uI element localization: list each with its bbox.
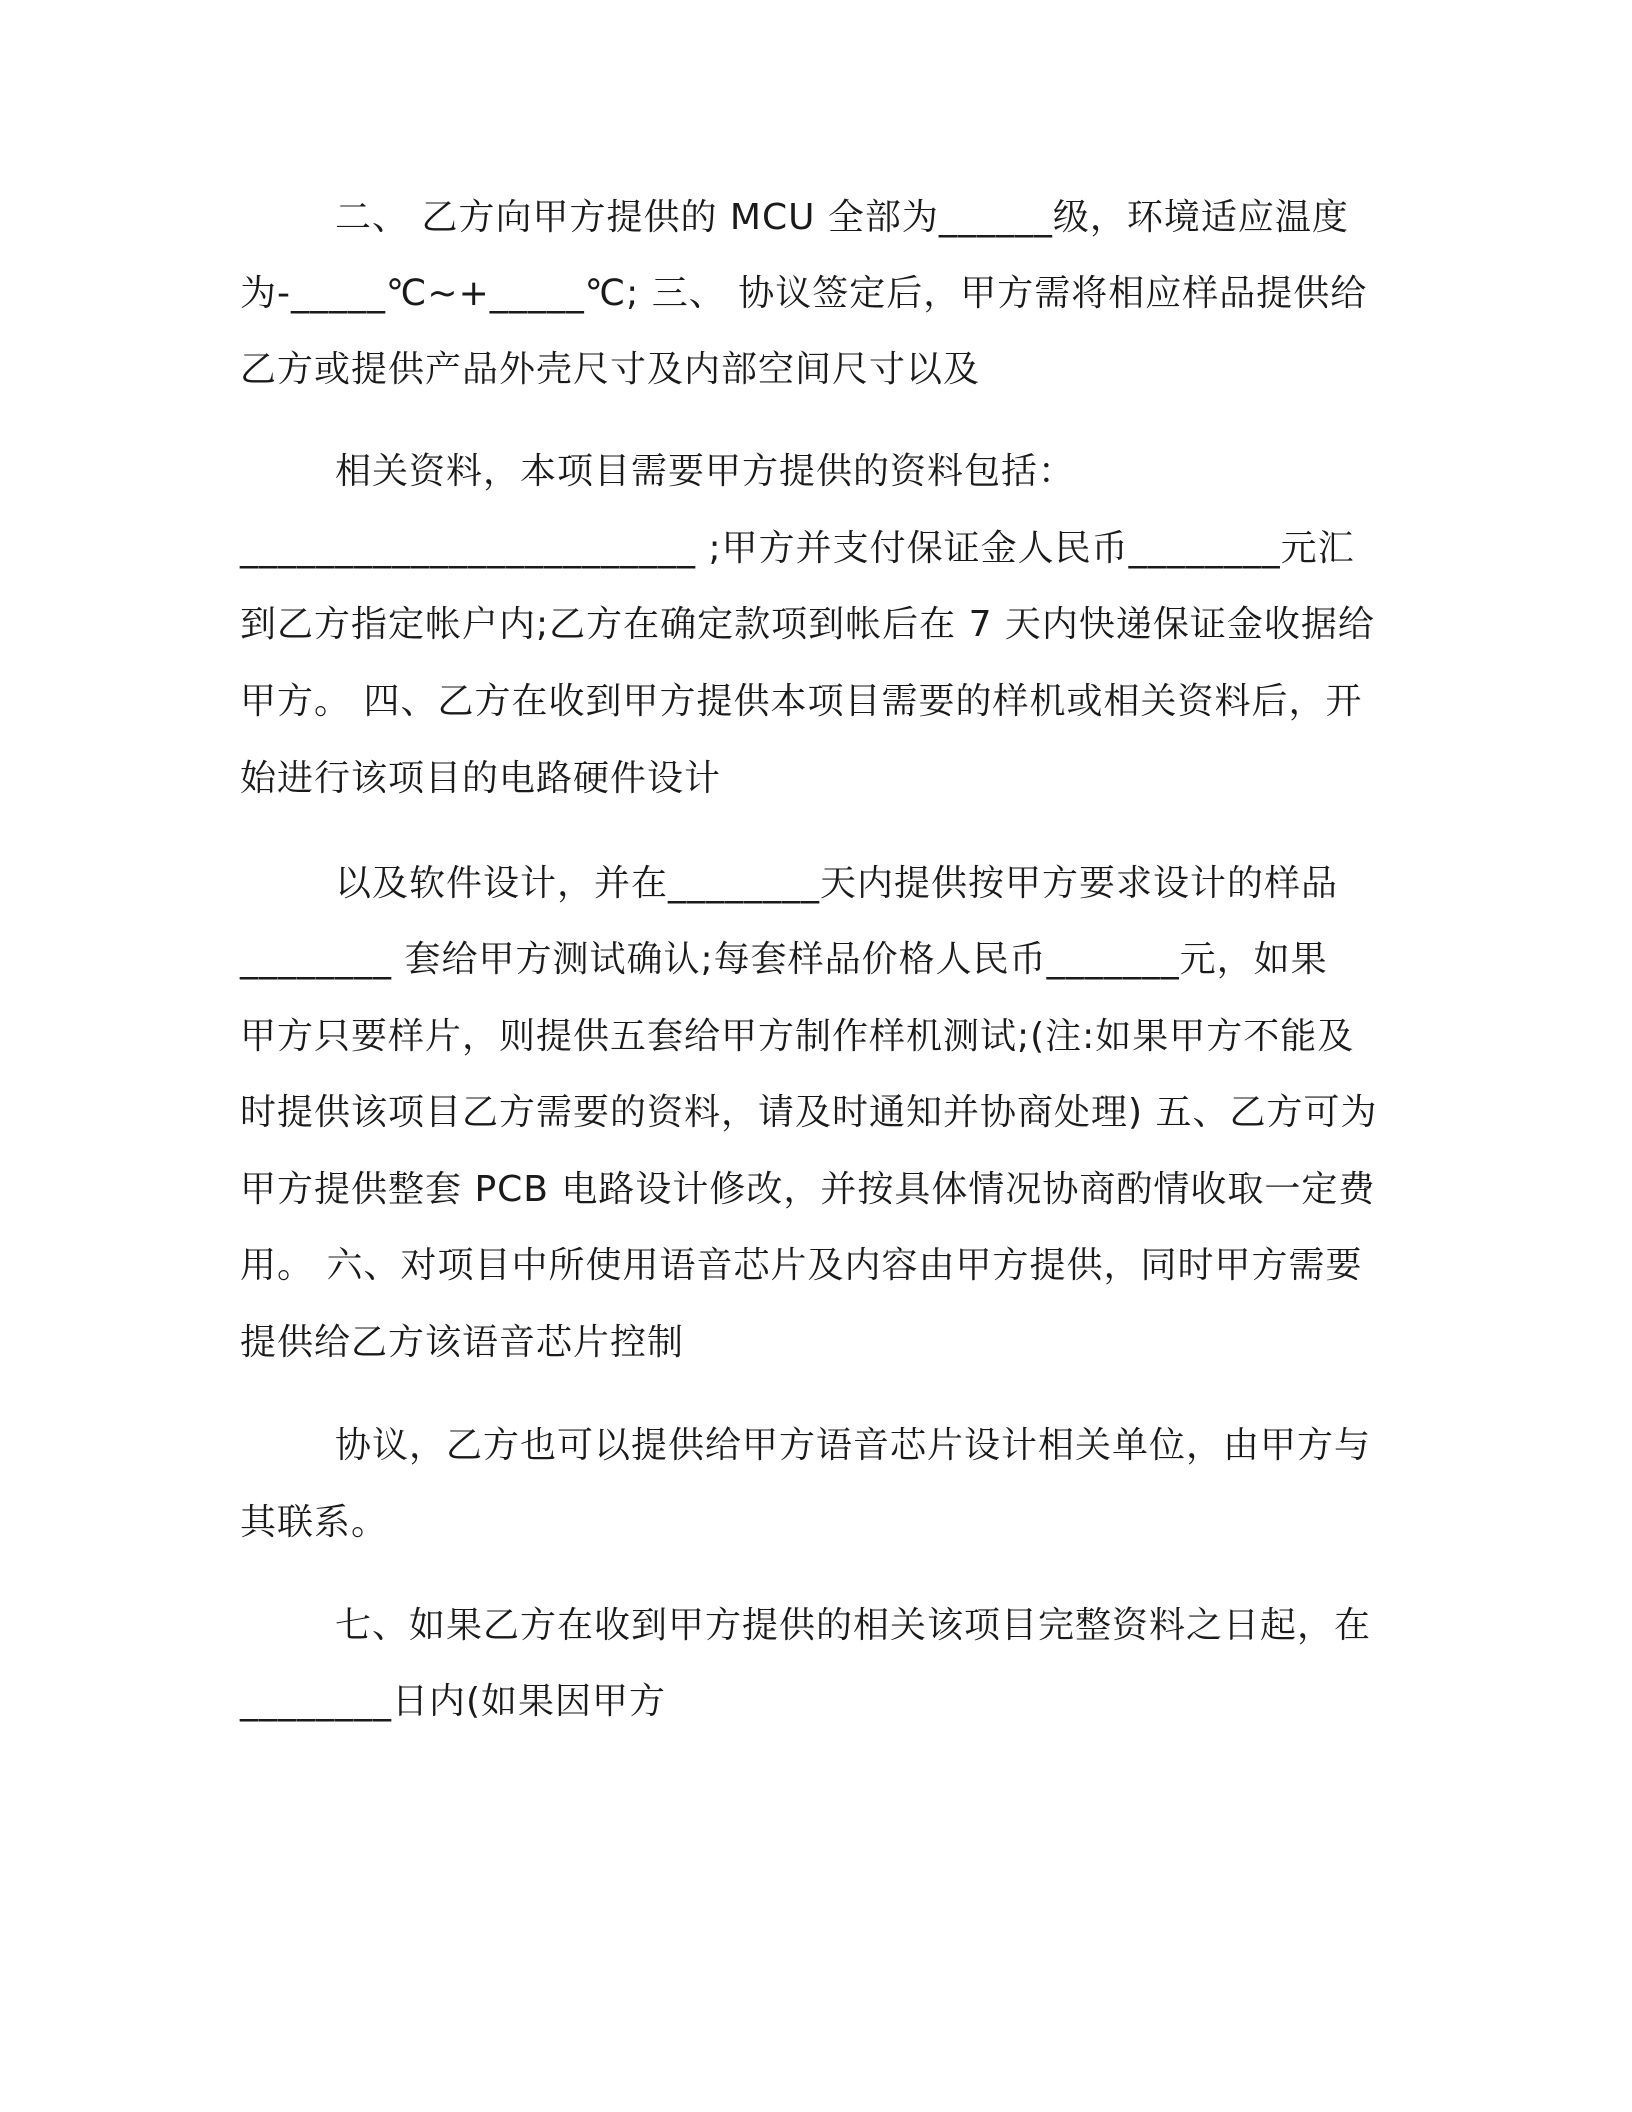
text-line: 为-_____℃~+_____℃; 三、 协议签定后，甲方需将相应样品提供给 (240, 273, 1368, 314)
text-line: 甲方。 四、乙方在收到甲方提供本项目需要的样机或相关资料后，开 (240, 681, 1363, 722)
text-line: 提供给乙方该语音芯片控制 (240, 1322, 685, 1363)
text-line: 协议，乙方也可以提供给甲方语音芯片设计相关单位，由甲方与 (335, 1425, 1372, 1466)
text-line: 二、 乙方向甲方提供的 MCU 全部为______级，环境适应温度 (335, 197, 1349, 238)
text-line: 七、如果乙方在收到甲方提供的相关该项目完整资料之日起，在 (335, 1605, 1372, 1646)
text-line: 甲方提供整套 PCB 电路设计修改，并按具体情况协商酌情收取一定费 (240, 1169, 1376, 1210)
text-line: 用。 六、对项目中所使用语音芯片及内容由甲方提供，同时甲方需要 (240, 1245, 1363, 1286)
text-line: ________ 套给甲方测试确认;每套样品价格人民币_______元，如果 (240, 939, 1328, 980)
text-line: 时提供该项目乙方需要的资料，请及时通知并协商处理) 五、乙方可为 (240, 1092, 1378, 1133)
text-line: 相关资料，本项目需要甲方提供的资料包括： (335, 451, 1076, 492)
text-line: 甲方只要样片，则提供五套给甲方制作样机测试;(注:如果甲方不能及 (240, 1016, 1355, 1057)
text-line: 始进行该项目的电路硬件设计 (240, 758, 722, 799)
text-line: 其联系。 (240, 1502, 389, 1543)
text-line: ________________________ ;甲方并支付保证金人民币________元汇 (240, 528, 1355, 569)
text-line: 到乙方指定帐户内;乙方在确定款项到帐后在 7 天内快递保证金收据给 (240, 604, 1375, 645)
text-line: 乙方或提供产品外壳尺寸及内部空间尺寸以及 (240, 349, 981, 390)
text-line: 以及软件设计，并在________天内提供按甲方要求设计的样品 (335, 863, 1339, 904)
text-line: ________日内(如果因甲方 (240, 1681, 667, 1722)
